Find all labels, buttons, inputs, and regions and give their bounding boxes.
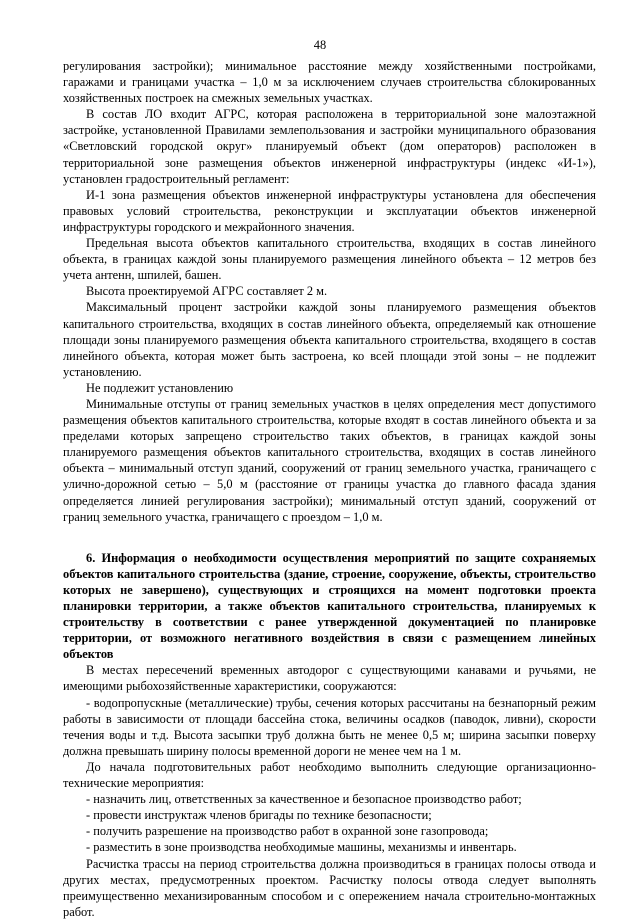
page-number: 48: [313, 38, 327, 52]
section-heading: 6. Информация о необходимости осуществления мероприятий по защите сохраняемых объектов капитального строительства (здание, строение, сооружение, объекты, строительство которых не завершено), существующих и строящихся на момент подготовки проекта планировки территории, а также объектов капитального строительства, планируемых к строительству в соответствии с ранее утвержденной документацией по планировке территории, от возможного негативного воздействия в связи с размещением линейных объектов: [63, 550, 596, 662]
paragraph: Минимальные отступы от границ земельных участков в целях определения мест допустимого размещения объектов капитального строительства, которые входят в состав линейного объекта и за пределами которых запрещено строительство таких объектов, в границах каждой зоны планируемого размещения объектов капитального строительства, входящих в состав линейного объекта – минимальный отступ зданий, сооружений от границ земельного участка, граничащего с улично-дорожной сетью – 5,0 м (расстояние от границы участка до главного фасада здания определяется линией регулирования застройки); минимальный отступ зданий, сооружений от границ земельного участка, граничащего с проездом – 1,0 м.: [63, 396, 596, 524]
paragraphs-after-heading: [63, 662, 596, 920]
page-content: [63, 58, 596, 920]
paragraph: Максимальный процент застройки каждой зоны планируемого размещения объектов капитального строительства, входящих в состав линейного объекта, определяемый как отношение площади зоны планируемого размещения объекта капитального строительства, входящего в состав линейного объекта, которая может быть застроена, ко всей площади этой зоны – не подлежит установлению.: [63, 300, 596, 379]
paragraph: Высота проектируемой АГРС составляет 2 м.: [86, 284, 328, 299]
paragraph: - провести инструктаж членов бригады по технике безопасности;: [86, 808, 432, 823]
paragraph: Не подлежит установлению: [86, 380, 234, 395]
paragraph: Расчистка трассы на период строительства должна производиться в границах полосы отвода и других местах, предусмотренных проектом. Расчистку полосы отвода следует выполнять преимущественно механизированным способом и с опережением начала строительно-монтажных работ.: [63, 856, 596, 919]
paragraph: - получить разрешение на производство работ в охранной зоне газопровода;: [86, 824, 489, 839]
paragraph: - назначить лиц, ответственных за качественное и безопасное производство работ;: [86, 792, 522, 807]
paragraph: регулирования застройки); минимальное расстояние между хозяйственными постройками, гаражами и границами участка – 1,0 м за исключением случаев строительства сблокированных хозяйственных построек на смежных земельных участках.: [63, 59, 596, 106]
paragraph: До начала подготовительных работ необходимо выполнить следующие организационно-технические мероприятия:: [63, 759, 596, 791]
paragraph: И-1 зона размещения объектов инженерной инфраструктуры установлена для обеспечения правовых условий строительства, реконструкции и эксплуатации объектов инженерной инфраструктуры городского и межрайонного значения.: [63, 187, 596, 234]
paragraph: В состав ЛО входит АГРС, которая расположена в территориальной зоне малоэтажной застройке, установленной Правилами землепользования и застройки муниципального образования «Светловский городской округ» планируемый объект (дом операторов) расположен в территориальной зоне размещения объектов инженерной инфраструктуры (индекс «И-1»), установлен градостроительный регламент:: [63, 107, 596, 186]
paragraph: Предельная высота объектов капитального строительства, входящих в состав линейного объекта, в границах каждой зоны планируемого размещения линейного объекта – 12 метров без учета антенн, шпилей, башен.: [63, 236, 596, 283]
paragraph: В местах пересечений временных автодорог с существующими канавами и ручьями, не имеющими рыбохозяйственные характеристики, сооружаются:: [63, 663, 596, 694]
paragraph: - водопропускные (металлические) трубы, сечения которых рассчитаны на безнапорный режим работы в зависимости от площади бассейна стока, величины осадков (паводок, ливни), скорости течения воды и т.д. Высота засыпки труб должна быть не менее 0,5 м; ширина засыпки поверху должна превышать ширину полосы временной дороги не менее чем на 1 м.: [63, 695, 596, 758]
paragraph: - разместить в зоне производства необходимые машины, механизмы и инвентарь.: [86, 840, 517, 855]
paragraphs-before-heading: [63, 58, 596, 525]
